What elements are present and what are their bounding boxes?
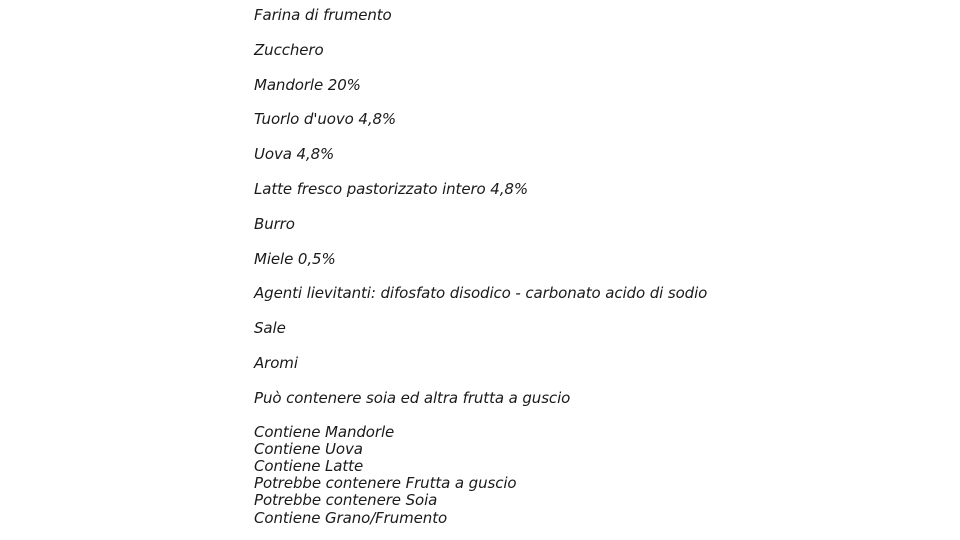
ingredient-item: Zucchero: [254, 40, 324, 59]
ingredient-item: Latte fresco pastorizzato intero 4,8%: [254, 179, 528, 198]
ingredient-item: Farina di frumento: [254, 6, 392, 24]
ingredient-list: [254, 6, 934, 407]
ingredient-item: Sale: [254, 319, 286, 338]
allergen-item: Potrebbe contenere Frutta a guscio: [254, 474, 517, 493]
allergen-item: Contiene Uova: [254, 439, 363, 458]
ingredient-item: Mandorle 20%: [254, 75, 361, 94]
allergen-list: [254, 424, 934, 527]
ingredient-item: Può contenere soia ed altra frutta a guscio: [254, 388, 571, 407]
ingredients-document: [254, 0, 934, 527]
allergen-item: Potrebbe contenere Soia: [254, 491, 438, 510]
ingredient-item: Burro: [254, 214, 295, 233]
ingredient-item: Miele 0,5%: [254, 249, 336, 268]
ingredient-item: Tuorlo d'uovo 4,8%: [254, 110, 397, 129]
allergen-item: Contiene Latte: [254, 456, 364, 475]
allergen-item: Contiene Mandorle: [254, 422, 395, 441]
allergen-item: Contiene Grano/Frumento: [254, 508, 448, 527]
ingredient-item: Uova 4,8%: [254, 145, 335, 164]
ingredient-item: Aromi: [254, 353, 298, 372]
ingredient-item: Agenti lievitanti: difosfato disodico - carbonato acido di sodio: [254, 284, 708, 303]
